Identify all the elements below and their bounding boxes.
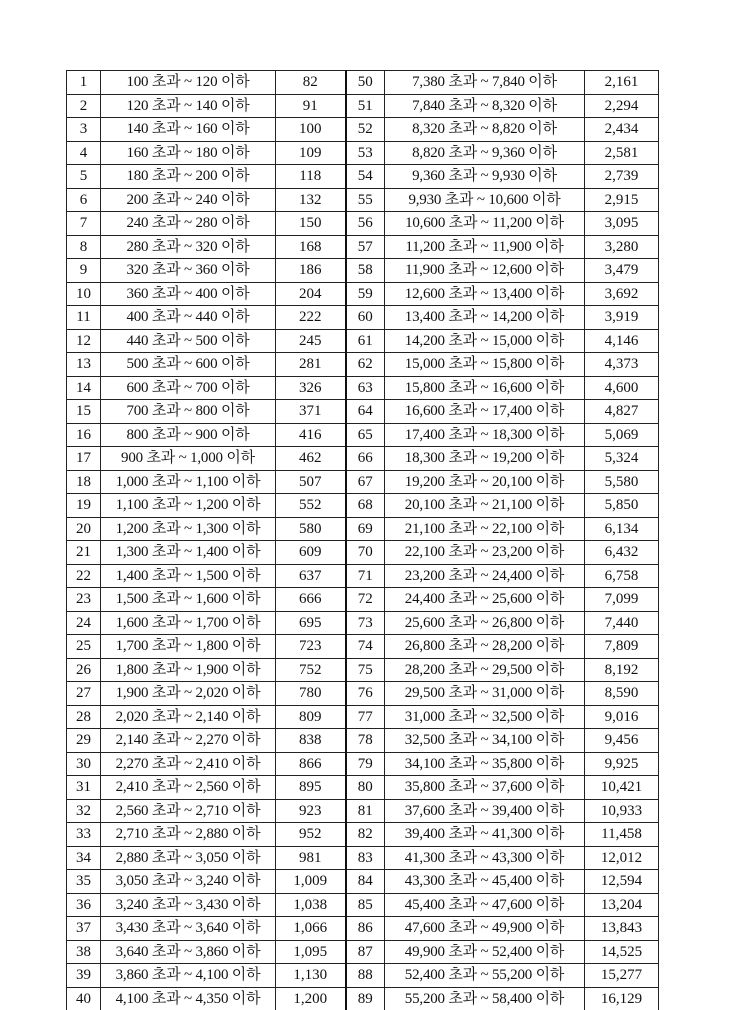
range-cell: 180 초과 ~ 200 이하 [101, 165, 276, 189]
range-cell: 2,560 초과 ~ 2,710 이하 [101, 799, 276, 823]
amount-cell: 3,692 [585, 282, 659, 306]
grade-number-cell: 16 [67, 423, 101, 447]
range-cell: 24,400 초과 ~ 25,600 이하 [385, 588, 585, 612]
amount-cell: 13,843 [585, 917, 659, 941]
table-row [67, 893, 659, 917]
amount-cell: 1,066 [276, 917, 346, 941]
range-cell: 11,900 초과 ~ 12,600 이하 [385, 259, 585, 283]
amount-cell: 13,204 [585, 893, 659, 917]
table-row [67, 658, 659, 682]
amount-cell: 1,038 [276, 893, 346, 917]
range-cell: 2,710 초과 ~ 2,880 이하 [101, 823, 276, 847]
grade-number-cell: 51 [346, 94, 385, 118]
table-row [67, 165, 659, 189]
grade-number-cell: 36 [67, 893, 101, 917]
amount-cell: 168 [276, 235, 346, 259]
amount-cell: 1,200 [276, 987, 346, 1010]
grade-number-cell: 82 [346, 823, 385, 847]
table-row [67, 282, 659, 306]
table-row [67, 400, 659, 424]
range-cell: 900 초과 ~ 1,000 이하 [101, 447, 276, 471]
grade-number-cell: 80 [346, 776, 385, 800]
amount-cell: 10,421 [585, 776, 659, 800]
range-cell: 41,300 초과 ~ 43,300 이하 [385, 846, 585, 870]
range-cell: 37,600 초과 ~ 39,400 이하 [385, 799, 585, 823]
range-cell: 3,240 초과 ~ 3,430 이하 [101, 893, 276, 917]
range-cell: 23,200 초과 ~ 24,400 이하 [385, 564, 585, 588]
grade-number-cell: 74 [346, 635, 385, 659]
amount-cell: 14,525 [585, 940, 659, 964]
range-cell: 11,200 초과 ~ 11,900 이하 [385, 235, 585, 259]
range-cell: 12,600 초과 ~ 13,400 이하 [385, 282, 585, 306]
table-row [67, 353, 659, 377]
amount-cell: 245 [276, 329, 346, 353]
amount-cell: 7,440 [585, 611, 659, 635]
range-cell: 43,300 초과 ~ 45,400 이하 [385, 870, 585, 894]
range-cell: 1,600 초과 ~ 1,700 이하 [101, 611, 276, 635]
grade-number-cell: 75 [346, 658, 385, 682]
range-cell: 26,800 초과 ~ 28,200 이하 [385, 635, 585, 659]
range-cell: 320 초과 ~ 360 이하 [101, 259, 276, 283]
grade-number-cell: 78 [346, 729, 385, 753]
range-cell: 18,300 초과 ~ 19,200 이하 [385, 447, 585, 471]
amount-cell: 4,373 [585, 353, 659, 377]
range-cell: 15,800 초과 ~ 16,600 이하 [385, 376, 585, 400]
range-cell: 1,000 초과 ~ 1,100 이하 [101, 470, 276, 494]
amount-cell: 580 [276, 517, 346, 541]
table-row [67, 799, 659, 823]
amount-cell: 222 [276, 306, 346, 330]
amount-cell: 8,192 [585, 658, 659, 682]
amount-cell: 981 [276, 846, 346, 870]
range-cell: 13,400 초과 ~ 14,200 이하 [385, 306, 585, 330]
grade-number-cell: 22 [67, 564, 101, 588]
grade-number-cell: 88 [346, 964, 385, 988]
grade-number-cell: 17 [67, 447, 101, 471]
grade-number-cell: 19 [67, 494, 101, 518]
amount-cell: 809 [276, 705, 346, 729]
table-row [67, 776, 659, 800]
amount-cell: 326 [276, 376, 346, 400]
range-cell: 3,860 초과 ~ 4,100 이하 [101, 964, 276, 988]
grade-number-cell: 58 [346, 259, 385, 283]
amount-cell: 723 [276, 635, 346, 659]
grade-number-cell: 30 [67, 752, 101, 776]
amount-cell: 150 [276, 212, 346, 236]
range-cell: 16,600 초과 ~ 17,400 이하 [385, 400, 585, 424]
amount-cell: 2,915 [585, 188, 659, 212]
amount-cell: 923 [276, 799, 346, 823]
table-row [67, 705, 659, 729]
grade-number-cell: 81 [346, 799, 385, 823]
amount-cell: 2,434 [585, 118, 659, 142]
table-row [67, 212, 659, 236]
amount-cell: 3,095 [585, 212, 659, 236]
table-row [67, 71, 659, 95]
range-cell: 3,640 초과 ~ 3,860 이하 [101, 940, 276, 964]
range-cell: 10,600 초과 ~ 11,200 이하 [385, 212, 585, 236]
amount-cell: 281 [276, 353, 346, 377]
table-row [67, 188, 659, 212]
grade-number-cell: 37 [67, 917, 101, 941]
amount-cell: 109 [276, 141, 346, 165]
table-row [67, 870, 659, 894]
grade-number-cell: 28 [67, 705, 101, 729]
grade-number-cell: 11 [67, 306, 101, 330]
amount-cell: 1,009 [276, 870, 346, 894]
table-row [67, 564, 659, 588]
grade-number-cell: 53 [346, 141, 385, 165]
range-cell: 8,320 초과 ~ 8,820 이하 [385, 118, 585, 142]
grade-number-cell: 7 [67, 212, 101, 236]
table-row [67, 611, 659, 635]
grade-number-cell: 67 [346, 470, 385, 494]
range-cell: 22,100 초과 ~ 23,200 이하 [385, 541, 585, 565]
grade-number-cell: 87 [346, 940, 385, 964]
grade-number-cell: 63 [346, 376, 385, 400]
range-cell: 35,800 초과 ~ 37,600 이하 [385, 776, 585, 800]
grade-number-cell: 31 [67, 776, 101, 800]
grade-number-cell: 26 [67, 658, 101, 682]
range-cell: 3,050 초과 ~ 3,240 이하 [101, 870, 276, 894]
amount-cell: 3,479 [585, 259, 659, 283]
grade-number-cell: 10 [67, 282, 101, 306]
amount-cell: 82 [276, 71, 346, 95]
amount-cell: 15,277 [585, 964, 659, 988]
table-row [67, 141, 659, 165]
grade-number-cell: 1 [67, 71, 101, 95]
amount-cell: 4,600 [585, 376, 659, 400]
table-row [67, 118, 659, 142]
amount-cell: 507 [276, 470, 346, 494]
grade-number-cell: 56 [346, 212, 385, 236]
grade-table-body [67, 71, 659, 1010]
grade-number-cell: 13 [67, 353, 101, 377]
amount-cell: 11,458 [585, 823, 659, 847]
grade-table [66, 70, 659, 1010]
amount-cell: 5,324 [585, 447, 659, 471]
amount-cell: 9,456 [585, 729, 659, 753]
range-cell: 1,400 초과 ~ 1,500 이하 [101, 564, 276, 588]
range-cell: 600 초과 ~ 700 이하 [101, 376, 276, 400]
table-row [67, 329, 659, 353]
amount-cell: 4,827 [585, 400, 659, 424]
grade-number-cell: 66 [346, 447, 385, 471]
grade-number-cell: 64 [346, 400, 385, 424]
grade-number-cell: 76 [346, 682, 385, 706]
range-cell: 52,400 초과 ~ 55,200 이하 [385, 964, 585, 988]
table-row [67, 917, 659, 941]
grade-number-cell: 27 [67, 682, 101, 706]
range-cell: 440 초과 ~ 500 이하 [101, 329, 276, 353]
range-cell: 47,600 초과 ~ 49,900 이하 [385, 917, 585, 941]
table-row [67, 729, 659, 753]
range-cell: 32,500 초과 ~ 34,100 이하 [385, 729, 585, 753]
table-row [67, 541, 659, 565]
range-cell: 25,600 초과 ~ 26,800 이하 [385, 611, 585, 635]
amount-cell: 2,161 [585, 71, 659, 95]
table-row [67, 964, 659, 988]
table-row [67, 846, 659, 870]
range-cell: 45,400 초과 ~ 47,600 이하 [385, 893, 585, 917]
table-row [67, 94, 659, 118]
range-cell: 2,020 초과 ~ 2,140 이하 [101, 705, 276, 729]
range-cell: 20,100 초과 ~ 21,100 이하 [385, 494, 585, 518]
grade-number-cell: 23 [67, 588, 101, 612]
range-cell: 21,100 초과 ~ 22,100 이하 [385, 517, 585, 541]
range-cell: 17,400 초과 ~ 18,300 이하 [385, 423, 585, 447]
grade-number-cell: 59 [346, 282, 385, 306]
range-cell: 7,380 초과 ~ 7,840 이하 [385, 71, 585, 95]
amount-cell: 204 [276, 282, 346, 306]
range-cell: 1,700 초과 ~ 1,800 이하 [101, 635, 276, 659]
range-cell: 29,500 초과 ~ 31,000 이하 [385, 682, 585, 706]
grade-number-cell: 8 [67, 235, 101, 259]
grade-number-cell: 15 [67, 400, 101, 424]
grade-number-cell: 2 [67, 94, 101, 118]
range-cell: 7,840 초과 ~ 8,320 이하 [385, 94, 585, 118]
grade-number-cell: 57 [346, 235, 385, 259]
range-cell: 800 초과 ~ 900 이하 [101, 423, 276, 447]
amount-cell: 695 [276, 611, 346, 635]
range-cell: 19,200 초과 ~ 20,100 이하 [385, 470, 585, 494]
grade-number-cell: 77 [346, 705, 385, 729]
grade-number-cell: 29 [67, 729, 101, 753]
amount-cell: 9,016 [585, 705, 659, 729]
range-cell: 8,820 초과 ~ 9,360 이하 [385, 141, 585, 165]
range-cell: 200 초과 ~ 240 이하 [101, 188, 276, 212]
range-cell: 55,200 초과 ~ 58,400 이하 [385, 987, 585, 1010]
range-cell: 14,200 초과 ~ 15,000 이하 [385, 329, 585, 353]
grade-number-cell: 65 [346, 423, 385, 447]
grade-number-cell: 20 [67, 517, 101, 541]
amount-cell: 895 [276, 776, 346, 800]
table-row [67, 376, 659, 400]
grade-number-cell: 52 [346, 118, 385, 142]
range-cell: 1,900 초과 ~ 2,020 이하 [101, 682, 276, 706]
table-row [67, 588, 659, 612]
table-row [67, 235, 659, 259]
amount-cell: 780 [276, 682, 346, 706]
table-row [67, 447, 659, 471]
grade-number-cell: 73 [346, 611, 385, 635]
amount-cell: 866 [276, 752, 346, 776]
table-row [67, 306, 659, 330]
grade-number-cell: 24 [67, 611, 101, 635]
grade-number-cell: 40 [67, 987, 101, 1010]
amount-cell: 4,146 [585, 329, 659, 353]
range-cell: 1,800 초과 ~ 1,900 이하 [101, 658, 276, 682]
grade-number-cell: 25 [67, 635, 101, 659]
amount-cell: 91 [276, 94, 346, 118]
amount-cell: 752 [276, 658, 346, 682]
grade-number-cell: 70 [346, 541, 385, 565]
range-cell: 160 초과 ~ 180 이하 [101, 141, 276, 165]
grade-number-cell: 60 [346, 306, 385, 330]
range-cell: 9,360 초과 ~ 9,930 이하 [385, 165, 585, 189]
grade-number-cell: 79 [346, 752, 385, 776]
range-cell: 34,100 초과 ~ 35,800 이하 [385, 752, 585, 776]
amount-cell: 16,129 [585, 987, 659, 1010]
grade-number-cell: 55 [346, 188, 385, 212]
amount-cell: 637 [276, 564, 346, 588]
range-cell: 4,100 초과 ~ 4,350 이하 [101, 987, 276, 1010]
grade-number-cell: 4 [67, 141, 101, 165]
range-cell: 140 초과 ~ 160 이하 [101, 118, 276, 142]
amount-cell: 6,432 [585, 541, 659, 565]
grade-number-cell: 83 [346, 846, 385, 870]
table-row [67, 423, 659, 447]
range-cell: 280 초과 ~ 320 이하 [101, 235, 276, 259]
amount-cell: 666 [276, 588, 346, 612]
amount-cell: 9,925 [585, 752, 659, 776]
range-cell: 2,270 초과 ~ 2,410 이하 [101, 752, 276, 776]
grade-number-cell: 72 [346, 588, 385, 612]
range-cell: 100 초과 ~ 120 이하 [101, 71, 276, 95]
amount-cell: 1,095 [276, 940, 346, 964]
table-row [67, 259, 659, 283]
table-row [67, 987, 659, 1010]
amount-cell: 462 [276, 447, 346, 471]
grade-number-cell: 84 [346, 870, 385, 894]
amount-cell: 609 [276, 541, 346, 565]
amount-cell: 6,134 [585, 517, 659, 541]
table-row [67, 635, 659, 659]
amount-cell: 952 [276, 823, 346, 847]
range-cell: 1,200 초과 ~ 1,300 이하 [101, 517, 276, 541]
grade-number-cell: 3 [67, 118, 101, 142]
range-cell: 500 초과 ~ 600 이하 [101, 353, 276, 377]
amount-cell: 3,919 [585, 306, 659, 330]
range-cell: 31,000 초과 ~ 32,500 이하 [385, 705, 585, 729]
grade-number-cell: 34 [67, 846, 101, 870]
grade-number-cell: 85 [346, 893, 385, 917]
amount-cell: 100 [276, 118, 346, 142]
range-cell: 3,430 초과 ~ 3,640 이하 [101, 917, 276, 941]
amount-cell: 7,809 [585, 635, 659, 659]
grade-number-cell: 33 [67, 823, 101, 847]
grade-number-cell: 12 [67, 329, 101, 353]
grade-number-cell: 61 [346, 329, 385, 353]
amount-cell: 8,590 [585, 682, 659, 706]
amount-cell: 12,012 [585, 846, 659, 870]
range-cell: 49,900 초과 ~ 52,400 이하 [385, 940, 585, 964]
amount-cell: 132 [276, 188, 346, 212]
range-cell: 1,300 초과 ~ 1,400 이하 [101, 541, 276, 565]
amount-cell: 416 [276, 423, 346, 447]
grade-number-cell: 14 [67, 376, 101, 400]
grade-number-cell: 68 [346, 494, 385, 518]
amount-cell: 1,130 [276, 964, 346, 988]
table-row [67, 470, 659, 494]
grade-number-cell: 35 [67, 870, 101, 894]
grade-number-cell: 18 [67, 470, 101, 494]
amount-cell: 3,280 [585, 235, 659, 259]
amount-cell: 2,581 [585, 141, 659, 165]
table-row [67, 517, 659, 541]
range-cell: 1,100 초과 ~ 1,200 이하 [101, 494, 276, 518]
amount-cell: 5,580 [585, 470, 659, 494]
grade-number-cell: 62 [346, 353, 385, 377]
range-cell: 2,140 초과 ~ 2,270 이하 [101, 729, 276, 753]
range-cell: 360 초과 ~ 400 이하 [101, 282, 276, 306]
amount-cell: 552 [276, 494, 346, 518]
amount-cell: 5,850 [585, 494, 659, 518]
grade-number-cell: 32 [67, 799, 101, 823]
amount-cell: 7,099 [585, 588, 659, 612]
range-cell: 15,000 초과 ~ 15,800 이하 [385, 353, 585, 377]
table-row [67, 494, 659, 518]
range-cell: 28,200 초과 ~ 29,500 이하 [385, 658, 585, 682]
grade-number-cell: 21 [67, 541, 101, 565]
grade-number-cell: 89 [346, 987, 385, 1010]
amount-cell: 2,739 [585, 165, 659, 189]
grade-number-cell: 86 [346, 917, 385, 941]
grade-number-cell: 54 [346, 165, 385, 189]
range-cell: 1,500 초과 ~ 1,600 이하 [101, 588, 276, 612]
grade-number-cell: 38 [67, 940, 101, 964]
table-row [67, 823, 659, 847]
grade-number-cell: 9 [67, 259, 101, 283]
range-cell: 2,410 초과 ~ 2,560 이하 [101, 776, 276, 800]
range-cell: 120 초과 ~ 140 이하 [101, 94, 276, 118]
grade-number-cell: 39 [67, 964, 101, 988]
range-cell: 39,400 초과 ~ 41,300 이하 [385, 823, 585, 847]
range-cell: 400 초과 ~ 440 이하 [101, 306, 276, 330]
table-row [67, 940, 659, 964]
amount-cell: 10,933 [585, 799, 659, 823]
grade-number-cell: 71 [346, 564, 385, 588]
grade-number-cell: 5 [67, 165, 101, 189]
amount-cell: 186 [276, 259, 346, 283]
table-row [67, 752, 659, 776]
amount-cell: 118 [276, 165, 346, 189]
amount-cell: 12,594 [585, 870, 659, 894]
range-cell: 700 초과 ~ 800 이하 [101, 400, 276, 424]
grade-number-cell: 6 [67, 188, 101, 212]
grade-number-cell: 69 [346, 517, 385, 541]
table-row [67, 682, 659, 706]
amount-cell: 6,758 [585, 564, 659, 588]
amount-cell: 5,069 [585, 423, 659, 447]
range-cell: 2,880 초과 ~ 3,050 이하 [101, 846, 276, 870]
range-cell: 9,930 초과 ~ 10,600 이하 [385, 188, 585, 212]
amount-cell: 2,294 [585, 94, 659, 118]
grade-number-cell: 50 [346, 71, 385, 95]
range-cell: 240 초과 ~ 280 이하 [101, 212, 276, 236]
amount-cell: 838 [276, 729, 346, 753]
amount-cell: 371 [276, 400, 346, 424]
